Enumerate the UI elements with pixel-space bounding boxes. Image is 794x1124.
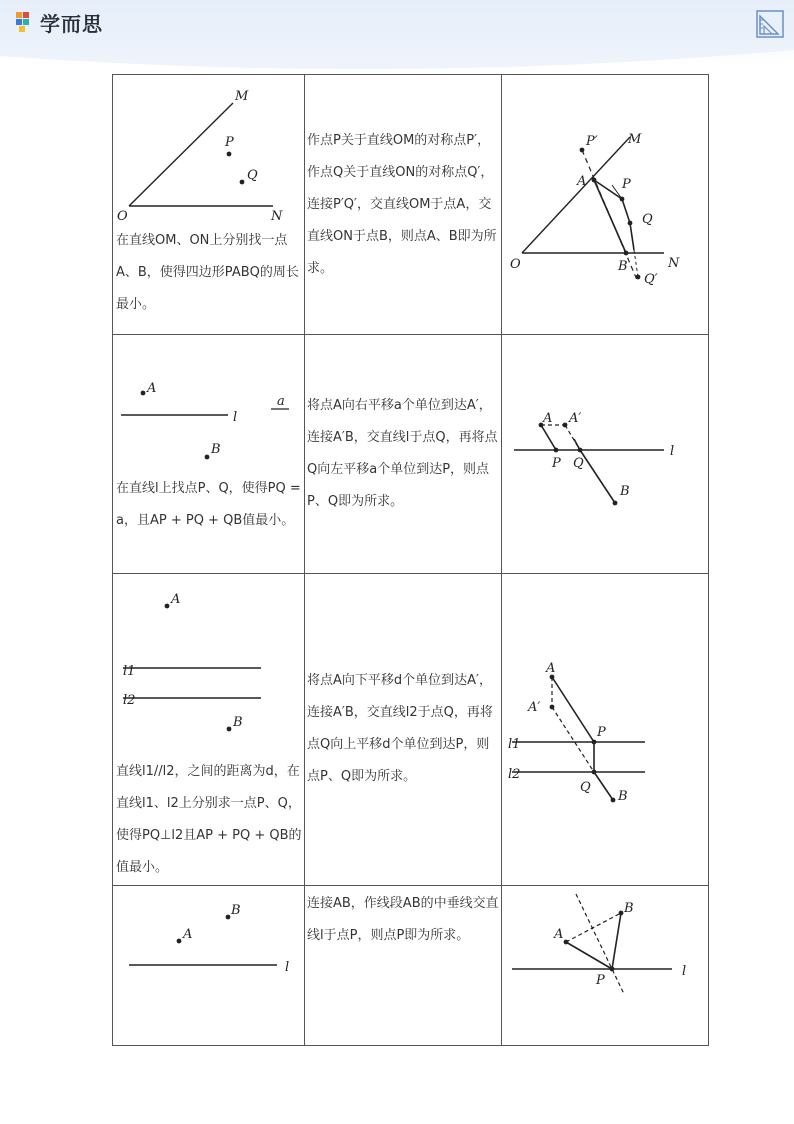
label-P: P [225, 135, 234, 150]
label-B: B [211, 442, 221, 457]
label-Q: Q [580, 780, 591, 795]
label-A: A [543, 411, 553, 426]
label-l2: l2 [123, 693, 136, 708]
table-row [113, 574, 709, 886]
problem-cell [113, 886, 305, 1046]
label-l: l [670, 444, 675, 459]
table-row [113, 75, 709, 335]
problem-cell [113, 335, 305, 574]
label-l1: l1 [508, 737, 521, 752]
logo-mark-icon [14, 9, 36, 35]
label-A: A [147, 381, 157, 396]
solution-figure-1 [502, 75, 707, 330]
solution-cell [502, 574, 709, 886]
method-cell [305, 335, 502, 574]
label-l: l [682, 964, 687, 979]
solution-cell [502, 335, 709, 574]
label-l2: l2 [508, 767, 521, 782]
label-Q: Q [573, 456, 584, 471]
solution-figure-4 [502, 886, 707, 1016]
method-table [112, 74, 709, 1046]
solution-cell [502, 886, 709, 1046]
label-A-prime: A′ [569, 411, 582, 426]
label-Q-prime: Q′ [644, 272, 658, 287]
method-text: 连接AB，作线段AB的中垂线交直线l于点P，则点P即为所求。 [307, 896, 499, 943]
label-l: l [233, 410, 238, 425]
label-N: N [271, 209, 283, 224]
label-l1: l1 [123, 664, 136, 679]
label-l: l [285, 960, 290, 975]
label-B: B [233, 715, 243, 730]
label-A: A [171, 592, 181, 607]
table-row [113, 886, 709, 1046]
method-text: 将点A向下平移d个单位到达A′，连接A′B，交直线l2于点Q，再将点Q向上平移d个单位到达P，则点P、Q即为所求。 [307, 673, 493, 784]
logo-text: 学而思 [40, 11, 103, 36]
label-P-prime: P′ [586, 134, 598, 149]
label-O: O [117, 209, 128, 224]
header-decoration [0, 0, 794, 80]
label-B: B [620, 484, 630, 499]
label-A-prime: A′ [528, 700, 541, 715]
label-B: B [618, 789, 628, 804]
label-P: P [552, 456, 561, 471]
label-N: N [668, 256, 680, 271]
method-text: 将点A向右平移a个单位到达A′，连接A′B，交直线l于点Q，再将点Q向左平移a个单位到达P，则点P、Q即为所求。 [307, 398, 498, 509]
label-B: B [624, 901, 634, 916]
label-A: A [546, 661, 556, 676]
problem-figure-4 [113, 886, 303, 996]
method-cell [305, 886, 502, 1046]
label-B: B [231, 903, 241, 918]
solution-figure-2 [502, 335, 707, 515]
method-text: 作点P关于直线OM的对称点P′，作点Q关于直线ON的对称点Q′，连接P′Q′，交直线OM于点A，交直线ON于点B，则点A、B即为所求。 [307, 133, 497, 276]
label-O: O [510, 257, 521, 272]
label-B: B [618, 259, 628, 274]
label-A: A [183, 927, 193, 942]
problem-text: 直线l1//l2，之间的距离为d，在直线l1、l2上分别求一点P、Q，使得PQ⊥l2且AP + PQ + QB的值最小。 [116, 764, 302, 875]
problem-text: 在直线l上找点P、Q，使得PQ = a，且AP + PQ + QB值最小。 [116, 481, 301, 528]
label-P: P [597, 725, 606, 740]
problem-figure-1 [113, 75, 303, 225]
label-a: a [277, 394, 285, 409]
solution-figure-3 [502, 574, 707, 824]
problem-cell [113, 574, 305, 886]
logo [14, 8, 103, 36]
label-Q: Q [247, 168, 258, 183]
label-A: A [577, 174, 587, 189]
label-M: M [235, 89, 249, 104]
geometry-ruler-icon [756, 10, 784, 38]
label-A: A [554, 927, 564, 942]
solution-cell [502, 75, 709, 335]
label-Q: Q [642, 212, 653, 227]
label-P: P [596, 973, 605, 988]
method-cell [305, 75, 502, 335]
method-cell [305, 574, 502, 886]
label-M: M [628, 132, 642, 147]
label-P: P [622, 177, 631, 192]
problem-text: 在直线OM、ON上分别找一点A、B，使得四边形PABQ的周长最小。 [116, 233, 299, 312]
problem-cell [113, 75, 305, 335]
problem-figure-3 [113, 574, 303, 756]
problem-figure-2 [113, 335, 303, 473]
table-row [113, 335, 709, 574]
